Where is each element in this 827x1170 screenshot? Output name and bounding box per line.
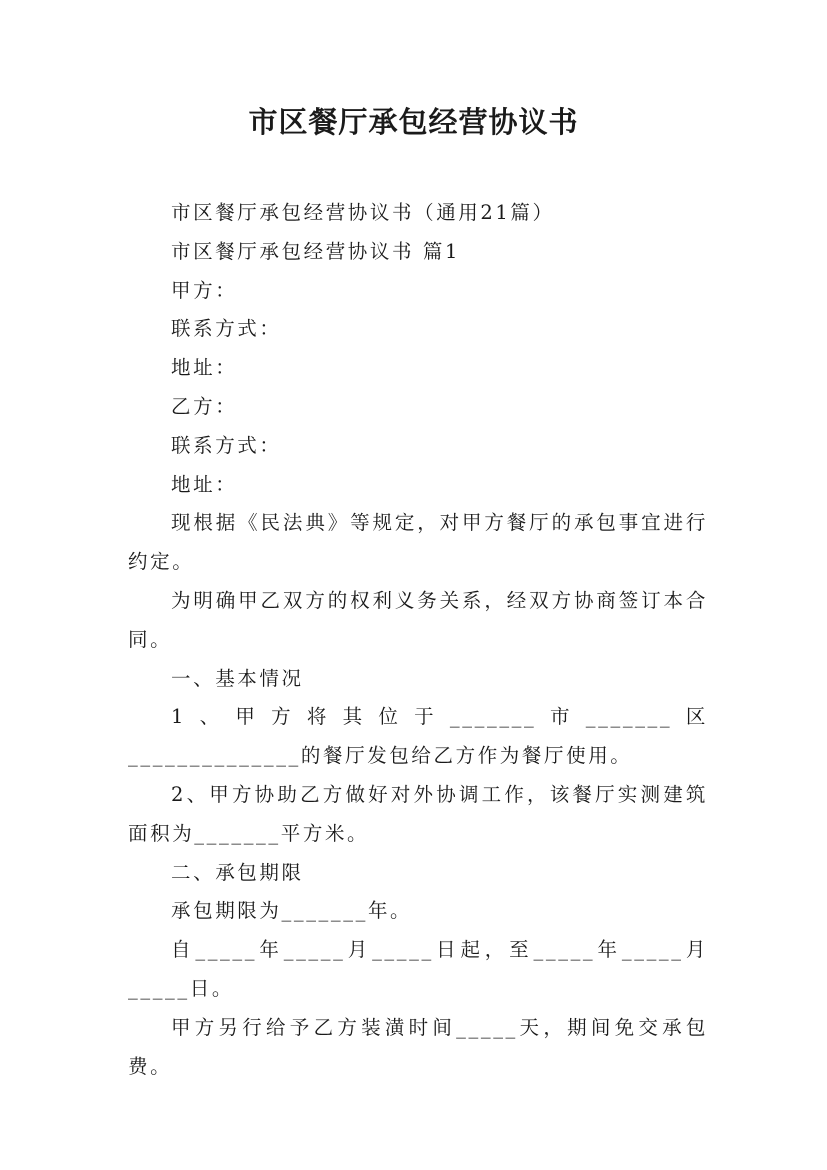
party-b-address-label: 地址： (171, 472, 238, 496)
party-a-contact-label: 联系方式： (171, 317, 282, 341)
party-b-contact-label: 联系方式： (171, 433, 282, 457)
section-heading-term: 二、承包期限 (171, 860, 304, 884)
document-body (128, 194, 708, 1086)
party-b-label: 乙方： (171, 394, 238, 418)
party-a-address-label: 地址： (171, 356, 238, 380)
term-dates: 自_____年_____月_____日起，至_____年_____月_____日。 (128, 938, 708, 1000)
paragraph-subtitle: 市区餐厅承包经营协议书（通用21篇） (171, 201, 555, 224)
document-title: 市区餐厅承包经营协议书 (248, 105, 579, 139)
clause-2-area: 2、甲方协助乙方做好对外协调工作，该餐厅实测建筑面积为_______平方米。 (128, 782, 708, 845)
clause-1-location: 1、甲方将其位于_______市_______区______________的餐厅发包给乙方作为餐厅使用。 (128, 705, 708, 768)
party-a-label: 甲方： (171, 278, 238, 302)
term-length: 承包期限为_______年。 (171, 899, 413, 923)
paragraph-section-heading: 市区餐厅承包经营协议书 篇1 (171, 239, 461, 263)
section-heading-basic-info: 一、基本情况 (171, 666, 304, 690)
paragraph-purpose: 为明确甲乙双方的权利义务关系，经双方协商签订本合同。 (128, 588, 708, 651)
paragraph-basis: 现根据《民法典》等规定，对甲方餐厅的承包事宜进行约定。 (128, 511, 708, 574)
decoration-period: 甲方另行给予乙方装潢时间_____天，期间免交承包费。 (128, 1015, 708, 1078)
